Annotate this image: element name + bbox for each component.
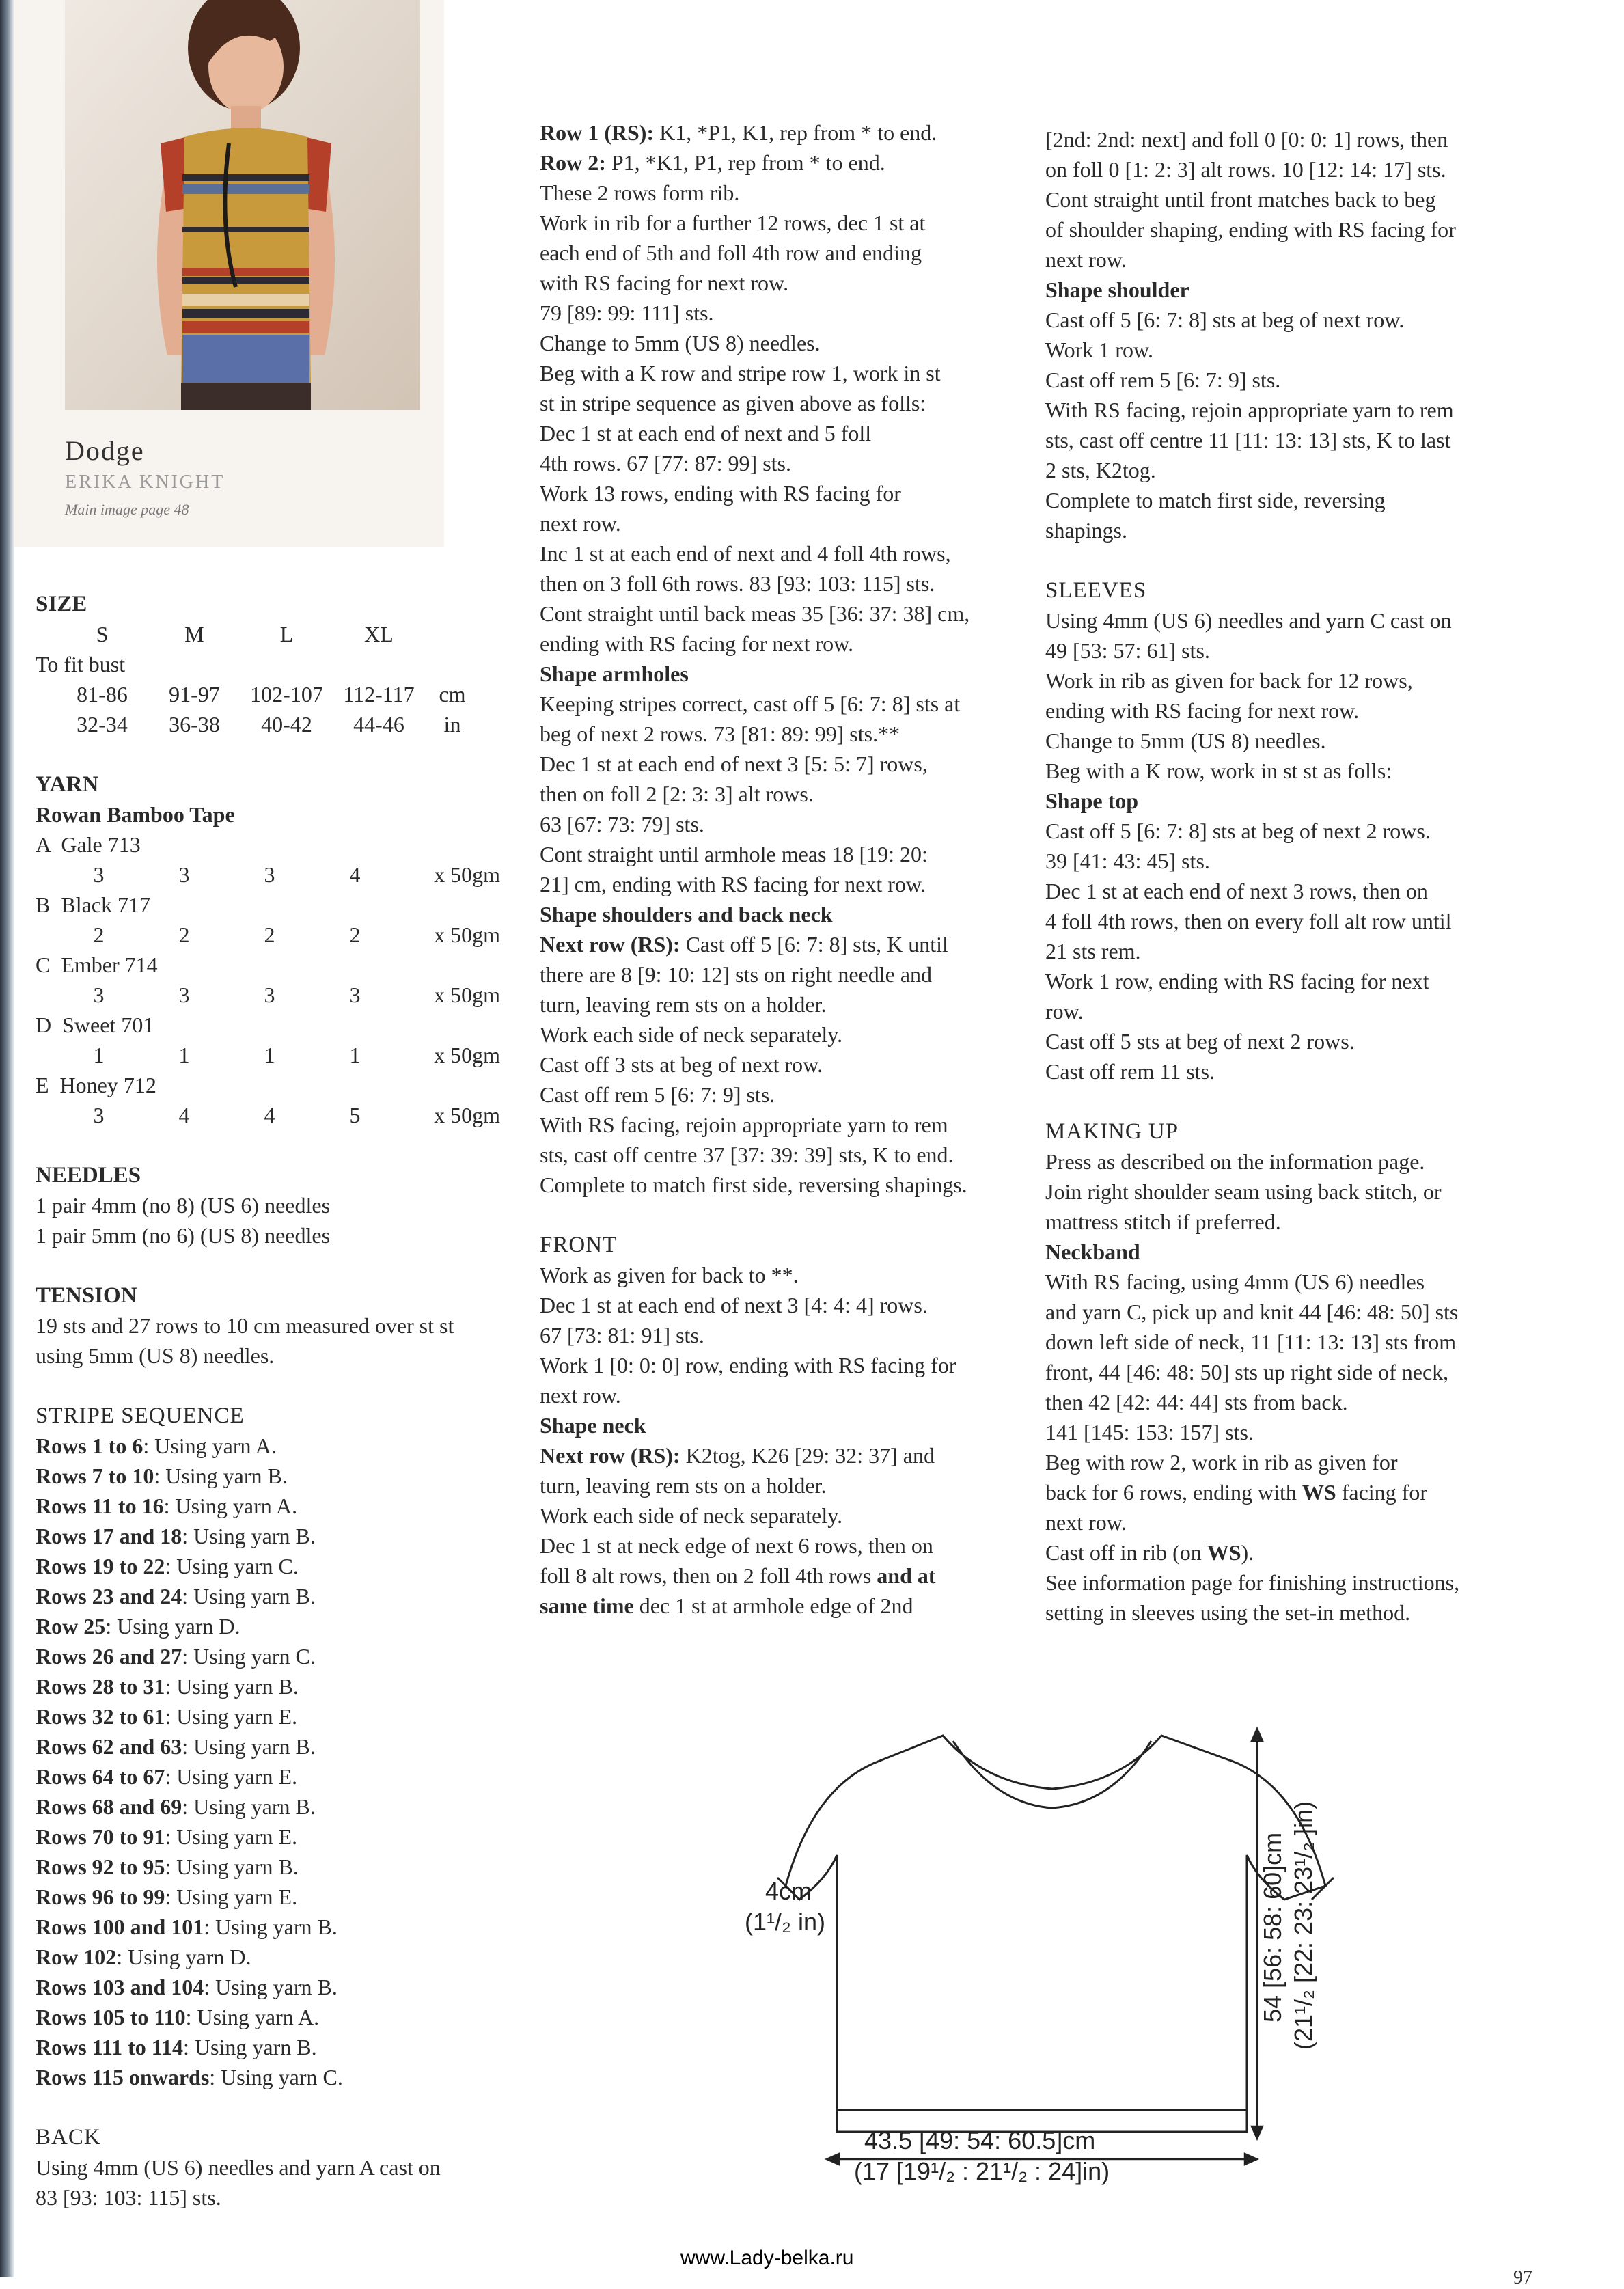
stripe-rows: Rows 92 to 95 xyxy=(36,1854,165,1879)
image-reference: Main image page 48 xyxy=(65,501,189,518)
section-subheading: Neckband xyxy=(1045,1239,1140,1264)
bust-in: 44-46 xyxy=(353,712,404,737)
instruction-line: and yarn C, pick up and knit 44 [46: 48: 50] sts xyxy=(1045,1300,1459,1324)
stripe-row xyxy=(36,1431,514,1461)
tension-heading: TENSION xyxy=(36,1283,137,1308)
yarn-heading: YARN xyxy=(36,772,99,797)
instruction-line: 21] cm, ending with RS facing for next row. xyxy=(540,872,926,896)
stripe-row xyxy=(36,1611,514,1641)
yarn-qty: 3 xyxy=(93,1103,105,1127)
instruction-label: Next row (RS): xyxy=(540,932,680,957)
instruction-line: Press as described on the information page. xyxy=(1045,1149,1425,1174)
stripe-row xyxy=(36,1581,514,1611)
stripe-rows: Rows 100 and 101 xyxy=(36,1915,204,1939)
stripe-row xyxy=(36,2062,514,2092)
instruction-line: Work each side of neck separately. xyxy=(540,1503,843,1528)
stripe-rows: Rows 23 and 24 xyxy=(36,1584,182,1608)
instruction-line: Cont straight until back meas 35 [36: 37: 38] cm, xyxy=(540,601,970,626)
yarn-unit: x 50gm xyxy=(434,1043,500,1067)
instruction-text: back for 6 rows, ending with xyxy=(1045,1480,1302,1505)
instruction-line: Beg with a K row and stripe row 1, work in st xyxy=(540,361,941,385)
instruction-label: Row 1 (RS): xyxy=(540,120,655,145)
stripe-rows: Row 25 xyxy=(36,1614,106,1639)
stripe-row xyxy=(36,1822,514,1852)
yarn-name: C Ember 714 xyxy=(36,952,158,977)
size-heading: SIZE xyxy=(36,592,87,616)
instruction-text: K1, *P1, K1, rep from * to end. xyxy=(654,120,937,145)
instruction-line: Complete to match first side, reversing shapings. xyxy=(540,1173,967,1197)
stripe-yarn: : Using yarn E. xyxy=(165,1884,298,1909)
instruction-line xyxy=(1045,1477,1544,1507)
bust-cm: 81-86 xyxy=(77,682,128,707)
stripe-row xyxy=(36,1461,514,1491)
section-subheading: Shape shoulders and back neck xyxy=(540,902,833,927)
instruction-line: 4th rows. 67 [77: 87: 99] sts. xyxy=(540,451,791,476)
size-col: S xyxy=(96,622,109,646)
instruction-line: down left side of neck, 11 [11: 13: 13] sts from xyxy=(1045,1330,1457,1354)
yarn-qty-row xyxy=(56,860,500,890)
instruction-line: Work each side of neck separately. xyxy=(540,1022,843,1047)
stripe-rows: Rows 26 and 27 xyxy=(36,1644,182,1669)
instruction-line: Dec 1 st at each end of next 3 rows, then on xyxy=(1045,879,1428,903)
stripe-rows: Rows 111 to 114 xyxy=(36,2035,184,2059)
yarn-unit: x 50gm xyxy=(434,983,500,1007)
instruction-line: Cast off 5 [6: 7: 8] sts at beg of next row. xyxy=(1045,307,1405,332)
yarn-qty: 2 xyxy=(264,922,275,947)
stripe-row xyxy=(36,1671,514,1701)
instruction-line: there are 8 [9: 10: 12] sts on right needle and xyxy=(540,962,933,987)
height-in: (21¹/₂ [22: 23: 23¹/₂ ]in) xyxy=(1289,1800,1317,2050)
yarn-qty: 1 xyxy=(178,1043,190,1067)
pattern-title: Dodge xyxy=(65,435,145,466)
yarn-qty: 1 xyxy=(349,1043,361,1067)
stripe-row xyxy=(36,1852,514,1882)
instruction-line: With RS facing, rejoin appropriate yarn to rem xyxy=(1045,398,1454,422)
garment-schematic xyxy=(738,1708,1387,2200)
instruction-line: next row. xyxy=(540,511,621,536)
back-line: 83 [93: 103: 115] sts. xyxy=(36,2185,221,2210)
instruction-label: Row 2: xyxy=(540,150,606,175)
stripe-rows: Rows 11 to 16 xyxy=(36,1494,164,1518)
instruction-line: 21 sts rem. xyxy=(1045,939,1141,963)
instruction-line: turn, leaving rem sts on a holder. xyxy=(540,1473,827,1498)
instruction-line: Beg with a K row, work in st st as folls: xyxy=(1045,758,1392,783)
stripe-yarn: : Using yarn B. xyxy=(165,1854,299,1879)
instruction-line: Work 1 row, ending with RS facing for next xyxy=(1045,969,1429,993)
stripe-rows: Rows 105 to 110 xyxy=(36,2005,186,2029)
instruction-line: setting in sleeves using the set-in method. xyxy=(1045,1600,1411,1625)
size-table xyxy=(56,619,480,649)
stripe-yarn: : Using yarn D. xyxy=(105,1614,240,1639)
instruction-line: 141 [145: 153: 157] sts. xyxy=(1045,1420,1254,1444)
instruction-line: Cast off 5 [6: 7: 8] sts at beg of next 2 rows. xyxy=(1045,819,1431,843)
yarn-qty: 4 xyxy=(264,1103,275,1127)
instruction-line: These 2 rows form rib. xyxy=(540,180,740,205)
stripe-row xyxy=(36,2032,514,2062)
stripe-yarn: : Using yarn B. xyxy=(182,1524,316,1548)
instruction-line: Change to 5mm (US 8) needles. xyxy=(540,331,821,355)
stripe-row xyxy=(36,1641,514,1671)
instruction-line: front, 44 [46: 48: 50] sts up right side of neck, xyxy=(1045,1360,1449,1384)
body-outline xyxy=(786,1736,1325,2132)
yarn-unit: x 50gm xyxy=(434,922,500,947)
stripe-yarn: : Using yarn B. xyxy=(204,1975,338,1999)
instruction-line: Using 4mm (US 6) needles and yarn C cast on xyxy=(1045,608,1452,633)
instruction-line: then 42 [42: 44: 44] sts from back. xyxy=(1045,1390,1348,1414)
instruction-line: Cast off rem 11 sts. xyxy=(1045,1059,1215,1084)
section-subheading: Shape armholes xyxy=(540,661,689,686)
instruction-line: 67 [73: 81: 91] sts. xyxy=(540,1323,704,1347)
instruction-text: Cast off in rib (on xyxy=(1045,1540,1207,1565)
yarn-qty: 5 xyxy=(349,1103,361,1127)
stripe-yarn: : Using yarn B. xyxy=(183,2035,317,2059)
stripe-rows: Rows 19 to 22 xyxy=(36,1554,165,1578)
stripe-row xyxy=(36,2002,514,2032)
bust-in: 40-42 xyxy=(261,712,312,737)
stripe-row xyxy=(36,1491,514,1521)
stripe-row xyxy=(36,1701,514,1731)
neckband-inner xyxy=(953,1741,1151,1808)
instruction-line: Work 1 row. xyxy=(1045,338,1153,362)
size-col: L xyxy=(279,622,294,646)
yarn-qty: 2 xyxy=(93,922,105,947)
instruction-line xyxy=(540,929,1032,959)
instruction-text: K2tog, K26 [29: 32: 37] and xyxy=(680,1443,935,1468)
stripe-row xyxy=(36,1521,514,1551)
needles-line: 1 pair 4mm (no 8) (US 6) needles xyxy=(36,1193,331,1218)
yarn-unit: x 50gm xyxy=(434,862,500,887)
section-subheading: Shape top xyxy=(1045,789,1139,813)
instruction-line: row. xyxy=(1045,999,1084,1024)
stripe-rows: Rows 7 to 10 xyxy=(36,1464,154,1488)
instruction-line xyxy=(540,1440,1032,1470)
back-line: Using 4mm (US 6) needles and yarn A cast on xyxy=(36,2155,441,2180)
instruction-line: 79 [89: 99: 111] sts. xyxy=(540,301,714,325)
stripe-row xyxy=(36,1551,514,1581)
instruction-line: Complete to match first side, reversing xyxy=(1045,488,1386,512)
stripe-rows: Rows 96 to 99 xyxy=(36,1884,165,1909)
size-col: M xyxy=(184,622,204,646)
instruction-line: each end of 5th and foll 4th row and ending xyxy=(540,241,922,265)
bust-in: 32-34 xyxy=(77,712,128,737)
instruction-line: With RS facing, using 4mm (US 6) needles xyxy=(1045,1270,1425,1294)
stripe-yarn: : Using yarn A. xyxy=(163,1494,298,1518)
page-number: 97 xyxy=(1513,2267,1532,2288)
yarn-qty: 3 xyxy=(93,862,105,887)
stripe-row xyxy=(36,1912,514,1942)
stripe-yarn: : Using yarn B. xyxy=(165,1674,299,1699)
instruction-line xyxy=(540,1561,1032,1591)
yarn-qty: 3 xyxy=(264,862,275,887)
back-heading: BACK xyxy=(36,2125,101,2150)
instruction-emphasis: WS xyxy=(1207,1540,1241,1565)
instruction-line: Work in rib for a further 12 rows, dec 1 st at xyxy=(540,210,926,235)
column-middle xyxy=(540,118,1032,1621)
instruction-line: Dec 1 st at each end of next 3 [4: 4: 4] rows. xyxy=(540,1293,928,1317)
instruction-line: Join right shoulder seam using back stitch, or xyxy=(1045,1179,1442,1204)
yarn-name: E Honey 712 xyxy=(36,1073,156,1097)
instruction-line: sts, cast off centre 11 [11: 13: 13] sts, K to last xyxy=(1045,428,1451,452)
yarn-qty-row xyxy=(56,1040,500,1070)
yarn-qty-row xyxy=(56,1100,500,1130)
instruction-line: st in stripe sequence as given above as folls: xyxy=(540,391,926,415)
bust-in: 36-38 xyxy=(169,712,220,737)
instruction-line: 63 [67: 73: 79] sts. xyxy=(540,812,704,836)
instruction-line: sts, cast off centre 37 [37: 39: 39] sts, K to end. xyxy=(540,1142,954,1167)
stripe-rows: Rows 64 to 67 xyxy=(36,1764,165,1789)
width-in: (17 [19¹/₂ : 21¹/₂ : 24]in) xyxy=(854,2157,1110,2185)
instruction-text: Cast off 5 [6: 7: 8] sts, K until xyxy=(680,932,948,957)
instruction-text: facing for xyxy=(1336,1480,1427,1505)
stripe-rows: Rows 70 to 91 xyxy=(36,1824,165,1849)
instruction-emphasis: and at xyxy=(877,1563,936,1588)
instruction-line: Cast off rem 5 [6: 7: 9] sts. xyxy=(540,1082,775,1107)
instruction-line: mattress stitch if preferred. xyxy=(1045,1209,1281,1234)
column-left xyxy=(36,589,514,2212)
yarn-qty: 3 xyxy=(93,983,105,1007)
instruction-line: 39 [41: 43: 45] sts. xyxy=(1045,849,1210,873)
yarn-qty: 1 xyxy=(93,1043,105,1067)
size-col: XL xyxy=(364,622,394,646)
bust-cm: 112-117 xyxy=(343,682,415,707)
section-subheading: Shape shoulder xyxy=(1045,277,1189,302)
stripe-rows: Rows 32 to 61 xyxy=(36,1704,165,1729)
instruction-line: Dec 1 st at neck edge of next 6 rows, then on xyxy=(540,1533,933,1558)
yarn-qty: 3 xyxy=(264,983,275,1007)
tension-line: 19 sts and 27 rows to 10 cm measured over st st xyxy=(36,1313,454,1338)
stripe-yarn: : Using yarn D. xyxy=(116,1945,251,1969)
height-cm: 54 [56: 58: 60]cm xyxy=(1258,1832,1286,2023)
sleeve-depth-in: (1¹/₂ in) xyxy=(745,1908,825,1936)
instruction-line: on foll 0 [1: 2: 3] alt rows. 10 [12: 14: 17] sts. xyxy=(1045,157,1446,182)
instruction-line xyxy=(540,148,1032,178)
instruction-line: See information page for finishing instructions, xyxy=(1045,1570,1460,1595)
yarn-name: B Black 717 xyxy=(36,892,150,917)
stripe-row xyxy=(36,1882,514,1912)
yarn-qty: 3 xyxy=(349,983,361,1007)
section-heading: FRONT xyxy=(540,1233,618,1257)
yarn-unit: x 50gm xyxy=(434,1103,500,1127)
instruction-line: Work 13 rows, ending with RS facing for xyxy=(540,481,901,506)
stripe-rows: Rows 62 and 63 xyxy=(36,1734,182,1759)
instruction-line: Change to 5mm (US 8) needles. xyxy=(1045,728,1326,753)
yarn-qty: 1 xyxy=(264,1043,275,1067)
stripe-yarn: : Using yarn B. xyxy=(154,1464,288,1488)
instruction-line: Cont straight until front matches back to beg xyxy=(1045,187,1436,212)
instruction-text: P1, *K1, P1, rep from * to end. xyxy=(605,150,885,175)
stripe-heading: STRIPE SEQUENCE xyxy=(36,1403,245,1428)
instruction-line: of shoulder shaping, ending with RS facing for xyxy=(1045,217,1456,242)
instruction-line: 4 foll 4th rows, then on every foll alt row until xyxy=(1045,909,1452,933)
instruction-text: ). xyxy=(1241,1540,1254,1565)
instruction-line: Dec 1 st at each end of next and 5 foll xyxy=(540,421,872,446)
stripe-row xyxy=(36,1942,514,1972)
stripe-yarn: : Using yarn E. xyxy=(165,1764,298,1789)
model-photo xyxy=(65,0,420,410)
stripe-rows: Rows 115 onwards xyxy=(36,2065,210,2089)
stripe-row xyxy=(36,1792,514,1822)
stripe-row xyxy=(36,1731,514,1762)
stripe-row xyxy=(36,1762,514,1792)
instruction-line xyxy=(1045,1537,1544,1567)
stripe-row xyxy=(36,1972,514,2002)
unit: in xyxy=(443,712,461,737)
stripe-yarn: : Using yarn A. xyxy=(185,2005,320,2029)
stripe-rows: Rows 68 and 69 xyxy=(36,1794,182,1819)
instruction-line: [2nd: 2nd: next] and foll 0 [0: 0: 1] rows, then xyxy=(1045,127,1448,152)
instruction-text: foll 8 alt rows, then on 2 foll 4th rows xyxy=(540,1563,877,1588)
section-heading: SLEEVES xyxy=(1045,578,1147,603)
yarn-qty-row xyxy=(56,920,500,950)
yarn-qty: 3 xyxy=(178,862,190,887)
stripe-yarn: : Using yarn C. xyxy=(165,1554,299,1578)
stripe-yarn: : Using yarn B. xyxy=(182,1734,316,1759)
instruction-text: dec 1 st at armhole edge of 2nd xyxy=(633,1593,913,1618)
instruction-line: Work as given for back to **. xyxy=(540,1263,799,1287)
stripe-yarn: : Using yarn B. xyxy=(204,1915,338,1939)
instruction-line: Work 1 [0: 0: 0] row, ending with RS facing for xyxy=(540,1353,956,1377)
stripe-yarn: : Using yarn B. xyxy=(182,1794,316,1819)
instruction-line: next row. xyxy=(540,1383,621,1408)
stripe-rows: Rows 1 to 6 xyxy=(36,1434,143,1458)
yarn-list xyxy=(36,830,514,1130)
instruction-line: Cont straight until armhole meas 18 [19: 20: xyxy=(540,842,928,866)
yarn-name: A Gale 713 xyxy=(36,832,141,857)
designer-name: ERIKA KNIGHT xyxy=(65,471,225,493)
instruction-label: Next row (RS): xyxy=(540,1443,680,1468)
stripe-yarn: : Using yarn C. xyxy=(209,2065,343,2089)
stripe-list xyxy=(36,1431,514,2092)
fit-label: To fit bust xyxy=(36,652,126,676)
instruction-line: Cast off 3 sts at beg of next row. xyxy=(540,1052,823,1077)
column-right xyxy=(1045,124,1544,1628)
stripe-yarn: : Using yarn E. xyxy=(165,1824,298,1849)
instruction-line: beg of next 2 rows. 73 [81: 89: 99] sts.** xyxy=(540,722,900,746)
instruction-line: next row. xyxy=(1045,1510,1127,1535)
bust-table xyxy=(56,679,480,739)
section-heading: MAKING UP xyxy=(1045,1119,1179,1144)
instruction-line: Beg with row 2, work in rib as given for xyxy=(1045,1450,1398,1475)
yarn-qty: 2 xyxy=(178,922,190,947)
stripe-rows: Rows 17 and 18 xyxy=(36,1524,182,1548)
instruction-line: then on foll 2 [2: 3: 3] alt rows. xyxy=(540,782,814,806)
instruction-line: Keeping stripes correct, cast off 5 [6: 7: 8] sts at xyxy=(540,691,961,716)
needles-line: 1 pair 5mm (no 6) (US 8) needles xyxy=(36,1223,331,1248)
needles-heading: NEEDLES xyxy=(36,1163,141,1188)
instruction-label: same time xyxy=(540,1593,634,1618)
instruction-line: turn, leaving rem sts on a holder. xyxy=(540,992,827,1017)
yarn-qty: 4 xyxy=(178,1103,190,1127)
instruction-line: next row. xyxy=(1045,247,1127,272)
yarn-product: Rowan Bamboo Tape xyxy=(36,802,235,827)
width-cm: 43.5 [49: 54: 60.5]cm xyxy=(864,2126,1096,2154)
instruction-line: shapings. xyxy=(1045,518,1127,543)
stripe-rows: Rows 28 to 31 xyxy=(36,1674,165,1699)
instruction-line: ending with RS facing for next row. xyxy=(1045,698,1360,723)
stripe-yarn: : Using yarn E. xyxy=(165,1704,298,1729)
instruction-line: Cast off rem 5 [6: 7: 9] sts. xyxy=(1045,368,1281,392)
stripe-yarn: : Using yarn C. xyxy=(182,1644,316,1669)
instruction-line: With RS facing, rejoin appropriate yarn to rem xyxy=(540,1112,948,1137)
instruction-line: 2 sts, K2tog. xyxy=(1045,458,1156,482)
instruction-line xyxy=(540,118,1032,148)
instruction-line: Dec 1 st at each end of next 3 [5: 5: 7] rows, xyxy=(540,752,928,776)
unit: cm xyxy=(439,682,466,707)
instruction-line xyxy=(540,1591,1032,1621)
yarn-qty: 3 xyxy=(178,983,190,1007)
instruction-line: 49 [53: 57: 61] sts. xyxy=(1045,638,1210,663)
stripe-rows: Row 102 xyxy=(36,1945,117,1969)
yarn-qty: 2 xyxy=(349,922,361,947)
bust-cm: 102-107 xyxy=(250,682,323,707)
instruction-line: then on 3 foll 6th rows. 83 [93: 103: 115] sts. xyxy=(540,571,935,596)
stripe-rows: Rows 103 and 104 xyxy=(36,1975,204,1999)
yarn-name: D Sweet 701 xyxy=(36,1013,154,1037)
stripe-yarn: : Using yarn B. xyxy=(182,1584,316,1608)
instruction-line: ending with RS facing for next row. xyxy=(540,631,854,656)
yarn-qty: 4 xyxy=(349,862,361,887)
bust-cm: 91-97 xyxy=(169,682,220,707)
section-subheading: Shape neck xyxy=(540,1413,646,1438)
instruction-line: with RS facing for next row. xyxy=(540,271,789,295)
instruction-line: Work in rib as given for back for 12 rows, xyxy=(1045,668,1413,693)
tension-line: using 5mm (US 8) needles. xyxy=(36,1343,275,1368)
instruction-line: Inc 1 st at each end of next and 4 foll 4th rows, xyxy=(540,541,951,566)
instruction-line: Cast off 5 sts at beg of next 2 rows. xyxy=(1045,1029,1355,1054)
instruction-emphasis: WS xyxy=(1302,1480,1336,1505)
sleeve-depth-cm: 4cm xyxy=(765,1877,812,1905)
website-footer[interactable]: www.Lady-belka.ru xyxy=(680,2247,854,2269)
page-edge xyxy=(0,0,14,2277)
stripe-yarn: : Using yarn A. xyxy=(143,1434,277,1458)
yarn-qty-row xyxy=(56,980,500,1010)
